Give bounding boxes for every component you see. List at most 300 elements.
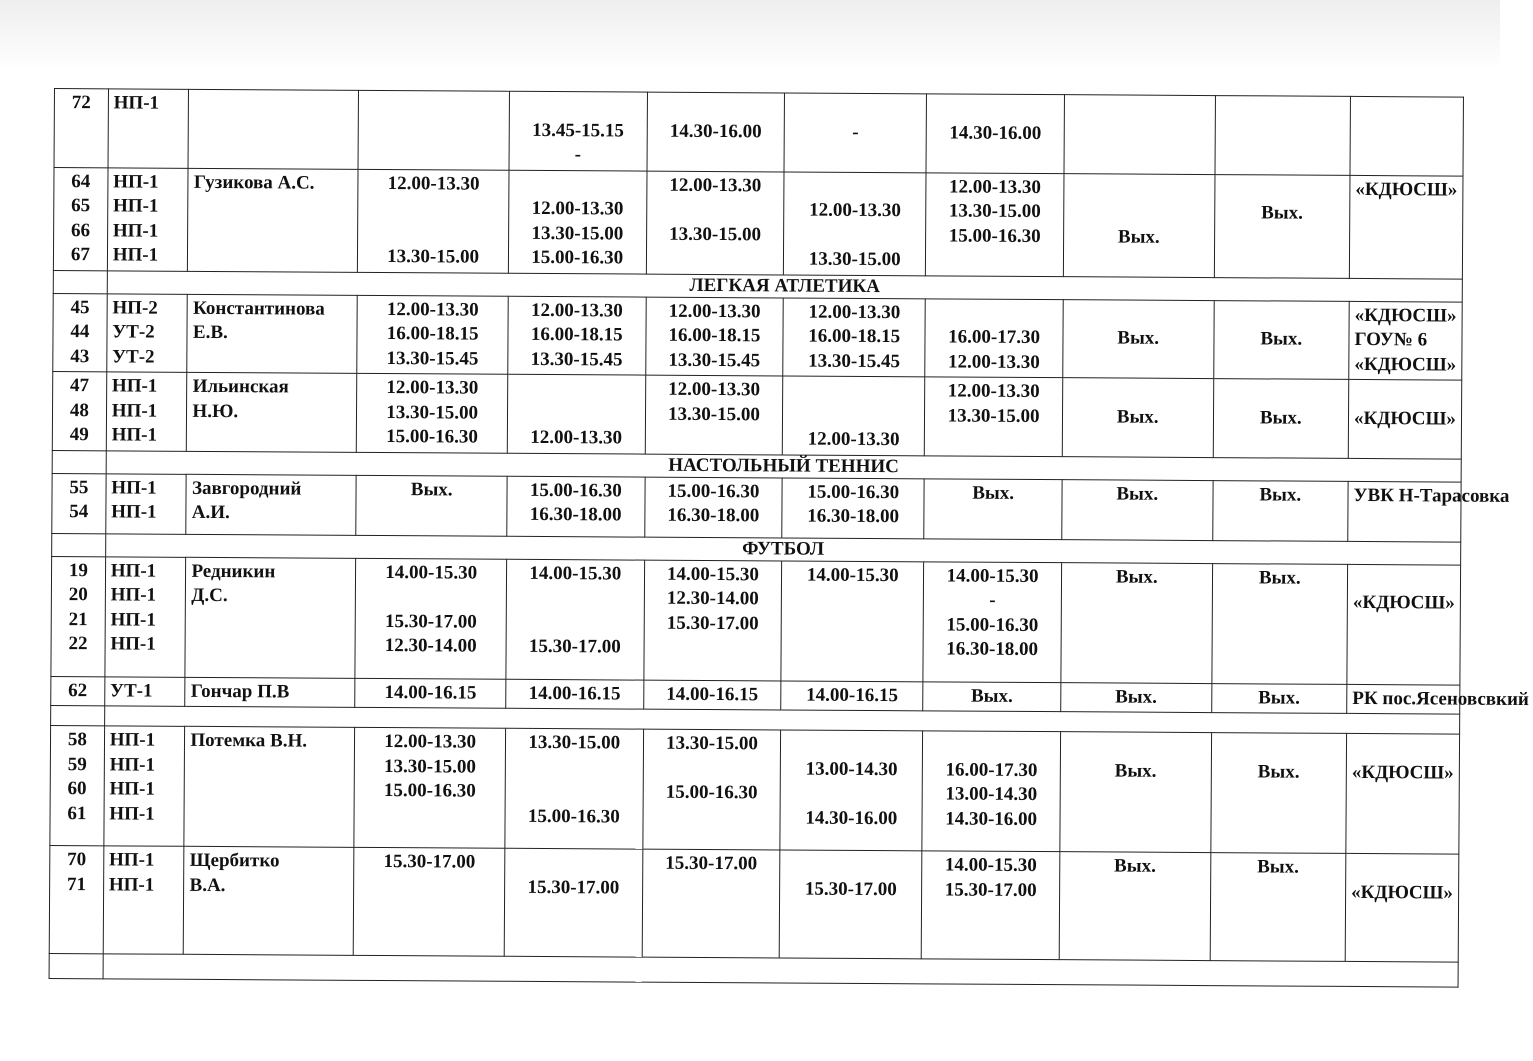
cell-line: НП-1: [113, 170, 159, 193]
cell-line: 70: [67, 849, 87, 871]
cell-line: Вых.: [1260, 328, 1303, 350]
cell-line: НП-1: [111, 375, 158, 397]
cell-line: 60: [67, 778, 87, 800]
tuesday-cell: [508, 296, 646, 375]
cell-line: Ильинская: [192, 375, 289, 398]
venue-cell: [1347, 684, 1529, 714]
monday-cell: [356, 475, 507, 536]
wednesday-cell: [645, 297, 783, 376]
training-level-cell: [107, 293, 188, 372]
section-title: НАСТОЛЬНЫЙ ТЕННИС: [106, 450, 1461, 481]
cell-line: Вых.: [1117, 327, 1160, 349]
cell-line: «КДЮСШ»: [1353, 407, 1456, 430]
cell-line: В.А.: [189, 874, 226, 896]
group-number-cell: [51, 556, 105, 676]
cell-line: НП-1: [113, 92, 160, 114]
cell-line: «КДЮСШ»: [1351, 761, 1454, 784]
cell-line: -: [989, 589, 996, 611]
cell-line: [788, 403, 919, 428]
cell-line: НП-2: [112, 296, 158, 319]
cell-line: [1069, 200, 1209, 225]
training-level-cell: [104, 676, 185, 706]
cell-line: [1066, 734, 1206, 759]
cell-line: 13.30-15.00: [528, 731, 621, 754]
training-level-cell: [106, 473, 187, 533]
cell-line: 13.30-15.00: [531, 222, 624, 244]
cell-line: 15.30-17.00: [804, 878, 897, 900]
cell-line: [361, 585, 501, 610]
cell-line: Вых.: [1116, 405, 1159, 428]
thursday-cell: [783, 297, 925, 376]
saturday-cell: [1060, 732, 1211, 853]
group-row: [52, 473, 1461, 542]
saturday-cell: [1061, 562, 1212, 683]
coach-name-cell: [187, 294, 357, 374]
cell-line: НП-1: [108, 873, 155, 896]
group-row: [54, 89, 1463, 176]
cell-line: 14.00-15.30: [385, 561, 478, 584]
thursday-cell: [781, 560, 924, 681]
tuesday-cell: [508, 170, 646, 274]
wednesday-cell: [646, 171, 784, 275]
wednesday-cell: [642, 849, 780, 958]
cell-line: 13.30-15.00: [948, 200, 1041, 223]
cell-line: Вых.: [1259, 406, 1302, 429]
cell-line: 12.00-13.30: [669, 174, 762, 196]
coach-name-cell: [184, 846, 355, 955]
cell-line: «КДЮСШ»: [1354, 353, 1457, 376]
training-level-cell: [108, 89, 189, 168]
cell-line: 15.00-16.30: [383, 780, 476, 802]
section-side-cell: [49, 953, 103, 978]
group-number-cell: [52, 371, 106, 450]
thursday-cell: [779, 850, 922, 959]
cell-line: НП-1: [110, 559, 157, 582]
sunday-cell: [1213, 379, 1349, 458]
cell-line: 14.00-15.30: [806, 564, 899, 586]
cell-line: 12.00-13.30: [668, 378, 761, 401]
cell-line: Вых.: [1258, 686, 1301, 709]
cell-line: 15.00-16.30: [948, 224, 1041, 247]
venue-cell: [1349, 175, 1463, 279]
cell-line: 48: [69, 399, 89, 421]
cell-line: «КДЮСШ»: [1351, 881, 1454, 904]
friday-cell: [923, 561, 1061, 682]
monday-cell: [358, 169, 509, 273]
coach-name-cell: [186, 474, 356, 535]
cell-line: 16.00-18.15: [668, 324, 761, 347]
cell-line: Вых.: [1258, 566, 1301, 589]
cell-line: 13.30-15.45: [530, 348, 623, 370]
cell-line: Вых.: [1259, 483, 1302, 506]
cell-line: [1354, 382, 1456, 407]
cell-line: 12.00-13.30: [530, 426, 623, 449]
cell-line: НП-1: [111, 399, 158, 422]
cell-line: Вых.: [410, 478, 453, 500]
cell-line: [1351, 856, 1453, 881]
cell-line: НП-1: [109, 753, 156, 776]
cell-line: 16.30-18.00: [667, 504, 760, 527]
cell-line: [652, 95, 779, 120]
cell-line: [513, 401, 640, 426]
cell-line: Вых.: [1257, 856, 1299, 878]
cell-line: 13.30-15.45: [668, 349, 761, 371]
cell-line: [510, 851, 637, 876]
friday-cell: [921, 851, 1059, 960]
cell-line: НП-1: [110, 633, 156, 655]
cell-line: [786, 732, 917, 757]
tuesday-cell: [509, 91, 647, 170]
group-row: [53, 167, 1463, 279]
cell-line: 15.30-17.00: [527, 876, 620, 898]
group-row: [50, 725, 1460, 854]
cell-line: 14.00-16.15: [384, 681, 477, 704]
cell-line: Н.Ю.: [192, 400, 239, 422]
cell-line: 14.00-16.15: [806, 684, 899, 706]
cell-line: [512, 610, 639, 635]
cell-line: -: [574, 144, 582, 166]
cell-line: Д.С.: [191, 584, 228, 607]
cell-line: 15.30-17.00: [528, 635, 621, 658]
cell-line: [648, 756, 775, 781]
monday-cell: [354, 727, 505, 848]
training-level-cell: [104, 726, 185, 846]
cell-line: [1220, 177, 1345, 202]
sunday-cell: [1210, 853, 1346, 962]
cell-line: 12.30-14.00: [666, 587, 759, 610]
section-side-cell: [52, 533, 106, 556]
cell-line: УТ-2: [112, 321, 155, 343]
cell-line: [363, 220, 503, 245]
cell-line: 13.30-15.00: [384, 755, 476, 778]
cell-line: 14.00-15.30: [944, 854, 1037, 877]
cell-line: НП-1: [112, 219, 159, 242]
friday-cell: [925, 377, 1063, 456]
cell-line: Гузикова А.С.: [193, 171, 315, 194]
friday-cell: [923, 681, 1061, 711]
cell-line: [790, 95, 921, 120]
cell-line: РК пос.Ясеновсвкий: [1352, 687, 1529, 710]
sunday-cell: [1213, 300, 1349, 379]
cell-line: [789, 223, 920, 248]
saturday-cell: [1062, 378, 1213, 457]
group-number-cell: [53, 293, 107, 372]
cell-line: 13.30-15.00: [808, 248, 901, 271]
sunday-cell: [1214, 174, 1350, 278]
cell-line: УВК Н-Тарасовка: [1353, 484, 1510, 507]
cell-line: 12.00-13.30: [386, 298, 479, 321]
cell-line: 16.30-18.00: [946, 638, 1039, 661]
cell-line: [1353, 566, 1455, 591]
cell-line: 19: [68, 559, 88, 581]
cell-line: Вых.: [1257, 760, 1300, 783]
cell-line: 66: [70, 219, 91, 241]
cell-line: 15.30-17.00: [665, 852, 758, 875]
cell-line: 12.00-13.30: [947, 380, 1040, 403]
friday-cell: [926, 94, 1064, 173]
cell-line: [790, 174, 921, 199]
cell-line: Вых.: [1117, 226, 1160, 248]
cell-line: 12.00-13.30: [384, 731, 477, 753]
cell-line: 14.30-16.00: [949, 121, 1042, 144]
cell-line: 13.30-15.45: [386, 347, 479, 370]
cell-line: 15.00-16.30: [386, 426, 479, 448]
cell-line: НП-1: [111, 501, 157, 523]
cell-line: 15.00-16.30: [665, 781, 758, 804]
cell-line: 14.00-15.30: [667, 563, 759, 585]
coach-name-cell: [188, 168, 359, 272]
saturday-cell: [1061, 682, 1212, 712]
coach-name-cell: [187, 372, 357, 452]
thursday-cell: [784, 93, 926, 172]
cell-line: А.И.: [191, 501, 230, 524]
cell-line: 14.30-16.00: [805, 807, 898, 829]
cell-line: 15.00-16.30: [527, 805, 620, 827]
tuesday-cell: [507, 374, 645, 453]
cell-line: 55: [69, 476, 89, 498]
cell-line: 13.30-15.00: [665, 732, 758, 755]
cell-line: 16.30-18.00: [807, 505, 900, 528]
wednesday-cell: [647, 92, 785, 171]
wednesday-cell: [644, 477, 782, 538]
cell-line: 67: [70, 244, 90, 266]
cell-line: 16.00-17.30: [948, 326, 1041, 349]
cell-line: [1219, 381, 1344, 406]
venue-cell: [1347, 564, 1461, 685]
cell-line: 16.30-18.00: [529, 503, 622, 526]
saturday-cell: [1064, 95, 1215, 174]
cell-line: -: [852, 121, 859, 143]
cell-line: 14.00-15.30: [946, 564, 1039, 587]
cell-line: [1216, 735, 1341, 760]
cell-line: ГОУ№ 6: [1354, 328, 1428, 351]
cell-line: 12.00-13.30: [530, 299, 623, 321]
cell-line: [364, 93, 504, 118]
cell-line: НП-1: [108, 849, 155, 871]
cell-line: 49: [69, 424, 89, 446]
cell-line: [513, 377, 640, 402]
cell-line: [1219, 303, 1344, 328]
cell-line: НП-1: [109, 778, 155, 800]
cell-line: 14.30-16.00: [945, 807, 1038, 830]
cell-line: 14.00-16.15: [528, 682, 621, 704]
cell-line: 58: [67, 729, 87, 751]
friday-cell: [924, 478, 1062, 539]
monday-cell: [357, 295, 508, 374]
schedule-body: [49, 89, 1529, 988]
cell-line: Е.В.: [192, 321, 228, 344]
cell-line: 12.00-13.30: [386, 377, 479, 399]
cell-line: 15.00-16.30: [531, 246, 624, 269]
cell-line: 13.30-15.00: [386, 401, 479, 424]
cell-line: [1068, 380, 1208, 405]
thursday-cell: [783, 376, 925, 455]
cell-line: Вых.: [1115, 565, 1158, 588]
sunday-cell: [1214, 96, 1350, 175]
coach-name-cell: [184, 726, 355, 847]
cell-line: [1069, 176, 1209, 201]
cell-line: 12.00-13.30: [807, 428, 900, 451]
cell-line: 54: [69, 501, 89, 523]
group-number-cell: [54, 89, 108, 168]
schedule-table: [49, 88, 1529, 988]
cell-line: 12.30-14.00: [384, 635, 477, 657]
group-number-cell: [51, 676, 105, 706]
cell-line: 15.30-17.00: [666, 612, 759, 634]
thursday-cell: [782, 477, 924, 538]
thursday-cell: [781, 680, 923, 710]
cell-line: [785, 852, 916, 877]
cell-line: 13.00-14.30: [805, 758, 898, 780]
cell-line: 61: [67, 802, 87, 824]
cell-line: [514, 172, 641, 197]
cell-line: 15.30-17.00: [383, 851, 476, 873]
section-side-cell: [52, 450, 106, 473]
cell-line: Редникин: [191, 560, 276, 582]
venue-cell: [1345, 853, 1459, 962]
cell-line: «КДЮСШ»: [1355, 178, 1458, 201]
cell-line: 15.30-17.00: [384, 610, 477, 633]
wednesday-cell: [645, 375, 783, 454]
cell-line: 47: [69, 375, 90, 397]
cell-line: Константинова: [193, 297, 325, 320]
cell-line: [511, 755, 638, 780]
coach-name-cell: [188, 89, 358, 169]
cell-line: 72: [71, 92, 91, 114]
cell-line: НП-1: [111, 424, 158, 446]
cell-line: Потемка В.Н.: [190, 729, 308, 752]
venue-cell: [1348, 379, 1461, 458]
cell-line: 64: [71, 170, 91, 192]
cell-line: 13.30-15.00: [667, 403, 760, 425]
tuesday-cell: [507, 476, 645, 537]
venue-cell: [1346, 733, 1460, 854]
cell-line: 12.00-13.30: [668, 300, 761, 322]
friday-cell: [922, 731, 1060, 852]
cell-line: 15.00-16.30: [529, 479, 622, 501]
thursday-cell: [780, 730, 923, 851]
cell-line: «КДЮСШ»: [1352, 591, 1455, 614]
cell-line: 16.00-18.15: [808, 325, 901, 348]
cell-line: Вых.: [972, 482, 1015, 504]
section-title: ФУТБОЛ: [105, 533, 1460, 564]
training-level-cell: [103, 846, 184, 954]
cell-line: [364, 142, 504, 167]
cell-line: Вых.: [970, 685, 1013, 707]
cell-line: [932, 96, 1059, 121]
cell-line: «КДЮСШ»: [1354, 304, 1457, 327]
venue-cell: [1349, 301, 1462, 380]
group-row: [52, 371, 1461, 458]
group-number-cell: [50, 725, 104, 845]
tuesday-cell: [504, 848, 642, 957]
saturday-cell: [1059, 852, 1210, 961]
cell-line: 16.00-18.15: [386, 323, 479, 345]
cell-line: 13.45-15.15: [532, 119, 625, 141]
monday-cell: [355, 558, 506, 679]
thursday-cell: [784, 171, 927, 275]
cell-line: [931, 301, 1058, 326]
cell-line: 14.00-16.15: [666, 683, 759, 705]
venue-cell: [1350, 96, 1463, 175]
monday-cell: [358, 90, 509, 169]
tuesday-cell: [505, 728, 643, 849]
cell-line: 16.00-17.30: [945, 758, 1038, 781]
cell-line: 14.30-16.00: [669, 120, 762, 142]
cell-line: 15.00-16.30: [807, 481, 900, 503]
cell-line: 15.00-16.30: [946, 613, 1039, 636]
group-number-cell: [49, 845, 103, 953]
training-level-cell: [105, 556, 186, 676]
cell-line: 12.00-13.30: [387, 172, 480, 195]
cell-line: 16.00-18.15: [530, 323, 623, 346]
cell-line: НП-1: [110, 608, 156, 631]
wednesday-cell: [643, 680, 781, 710]
tuesday-cell: [506, 679, 644, 709]
cell-line: 45: [70, 296, 90, 318]
cell-line: 13.30-15.00: [947, 404, 1040, 427]
coach-name-cell: [185, 557, 356, 678]
venue-cell: [1348, 481, 1510, 542]
cell-line: УТ-2: [112, 345, 155, 368]
section-side-cell: [53, 270, 107, 293]
monday-cell: [354, 847, 505, 956]
sunday-cell: [1211, 683, 1347, 713]
wednesday-cell: [644, 560, 782, 681]
cell-line: УТ-1: [110, 679, 153, 702]
cell-line: НП-1: [109, 802, 155, 825]
cell-line: 62: [68, 679, 88, 701]
group-number-cell: [52, 473, 106, 533]
cell-line: 13.30-15.00: [669, 223, 762, 245]
cell-line: 15.00-16.30: [667, 480, 760, 502]
cell-line: НП-1: [109, 729, 156, 751]
cell-line: [515, 94, 642, 119]
cell-line: [786, 781, 917, 806]
cell-line: 14.00-15.30: [529, 562, 622, 584]
cell-line: 71: [66, 873, 87, 895]
cell-line: 13.00-14.30: [945, 783, 1038, 806]
cell-line: 12.00-13.30: [809, 199, 902, 222]
cell-line: Вых.: [1114, 759, 1157, 782]
training-level-cell: [106, 372, 187, 451]
scan-top-shade: [0, 0, 1500, 70]
group-row: [53, 293, 1462, 380]
cell-line: 22: [68, 633, 88, 655]
cell-line: [928, 733, 1055, 758]
cell-line: [364, 196, 504, 221]
group-row: [51, 556, 1461, 685]
cell-line: [364, 117, 504, 142]
sunday-cell: [1212, 480, 1348, 541]
cell-line: НП-1: [112, 244, 159, 266]
cell-line: 20: [68, 584, 88, 606]
wednesday-cell: [642, 729, 780, 850]
cell-line: [512, 586, 639, 611]
training-level-cell: [107, 167, 188, 270]
monday-cell: [355, 678, 506, 708]
cell-line: Вых.: [1114, 855, 1156, 877]
cell-line: Вых.: [1116, 482, 1159, 505]
cell-line: НП-1: [111, 476, 157, 499]
group-number-cell: [53, 167, 107, 270]
cell-line: Вых.: [1115, 685, 1157, 708]
saturday-cell: [1063, 299, 1214, 378]
saturday-cell: [1063, 173, 1214, 277]
section-title: ЛЕГКАЯ АТЛЕТИКА: [107, 270, 1462, 301]
cell-line: 12.00-13.30: [531, 197, 624, 220]
cell-line: 12.00-13.30: [949, 175, 1041, 198]
